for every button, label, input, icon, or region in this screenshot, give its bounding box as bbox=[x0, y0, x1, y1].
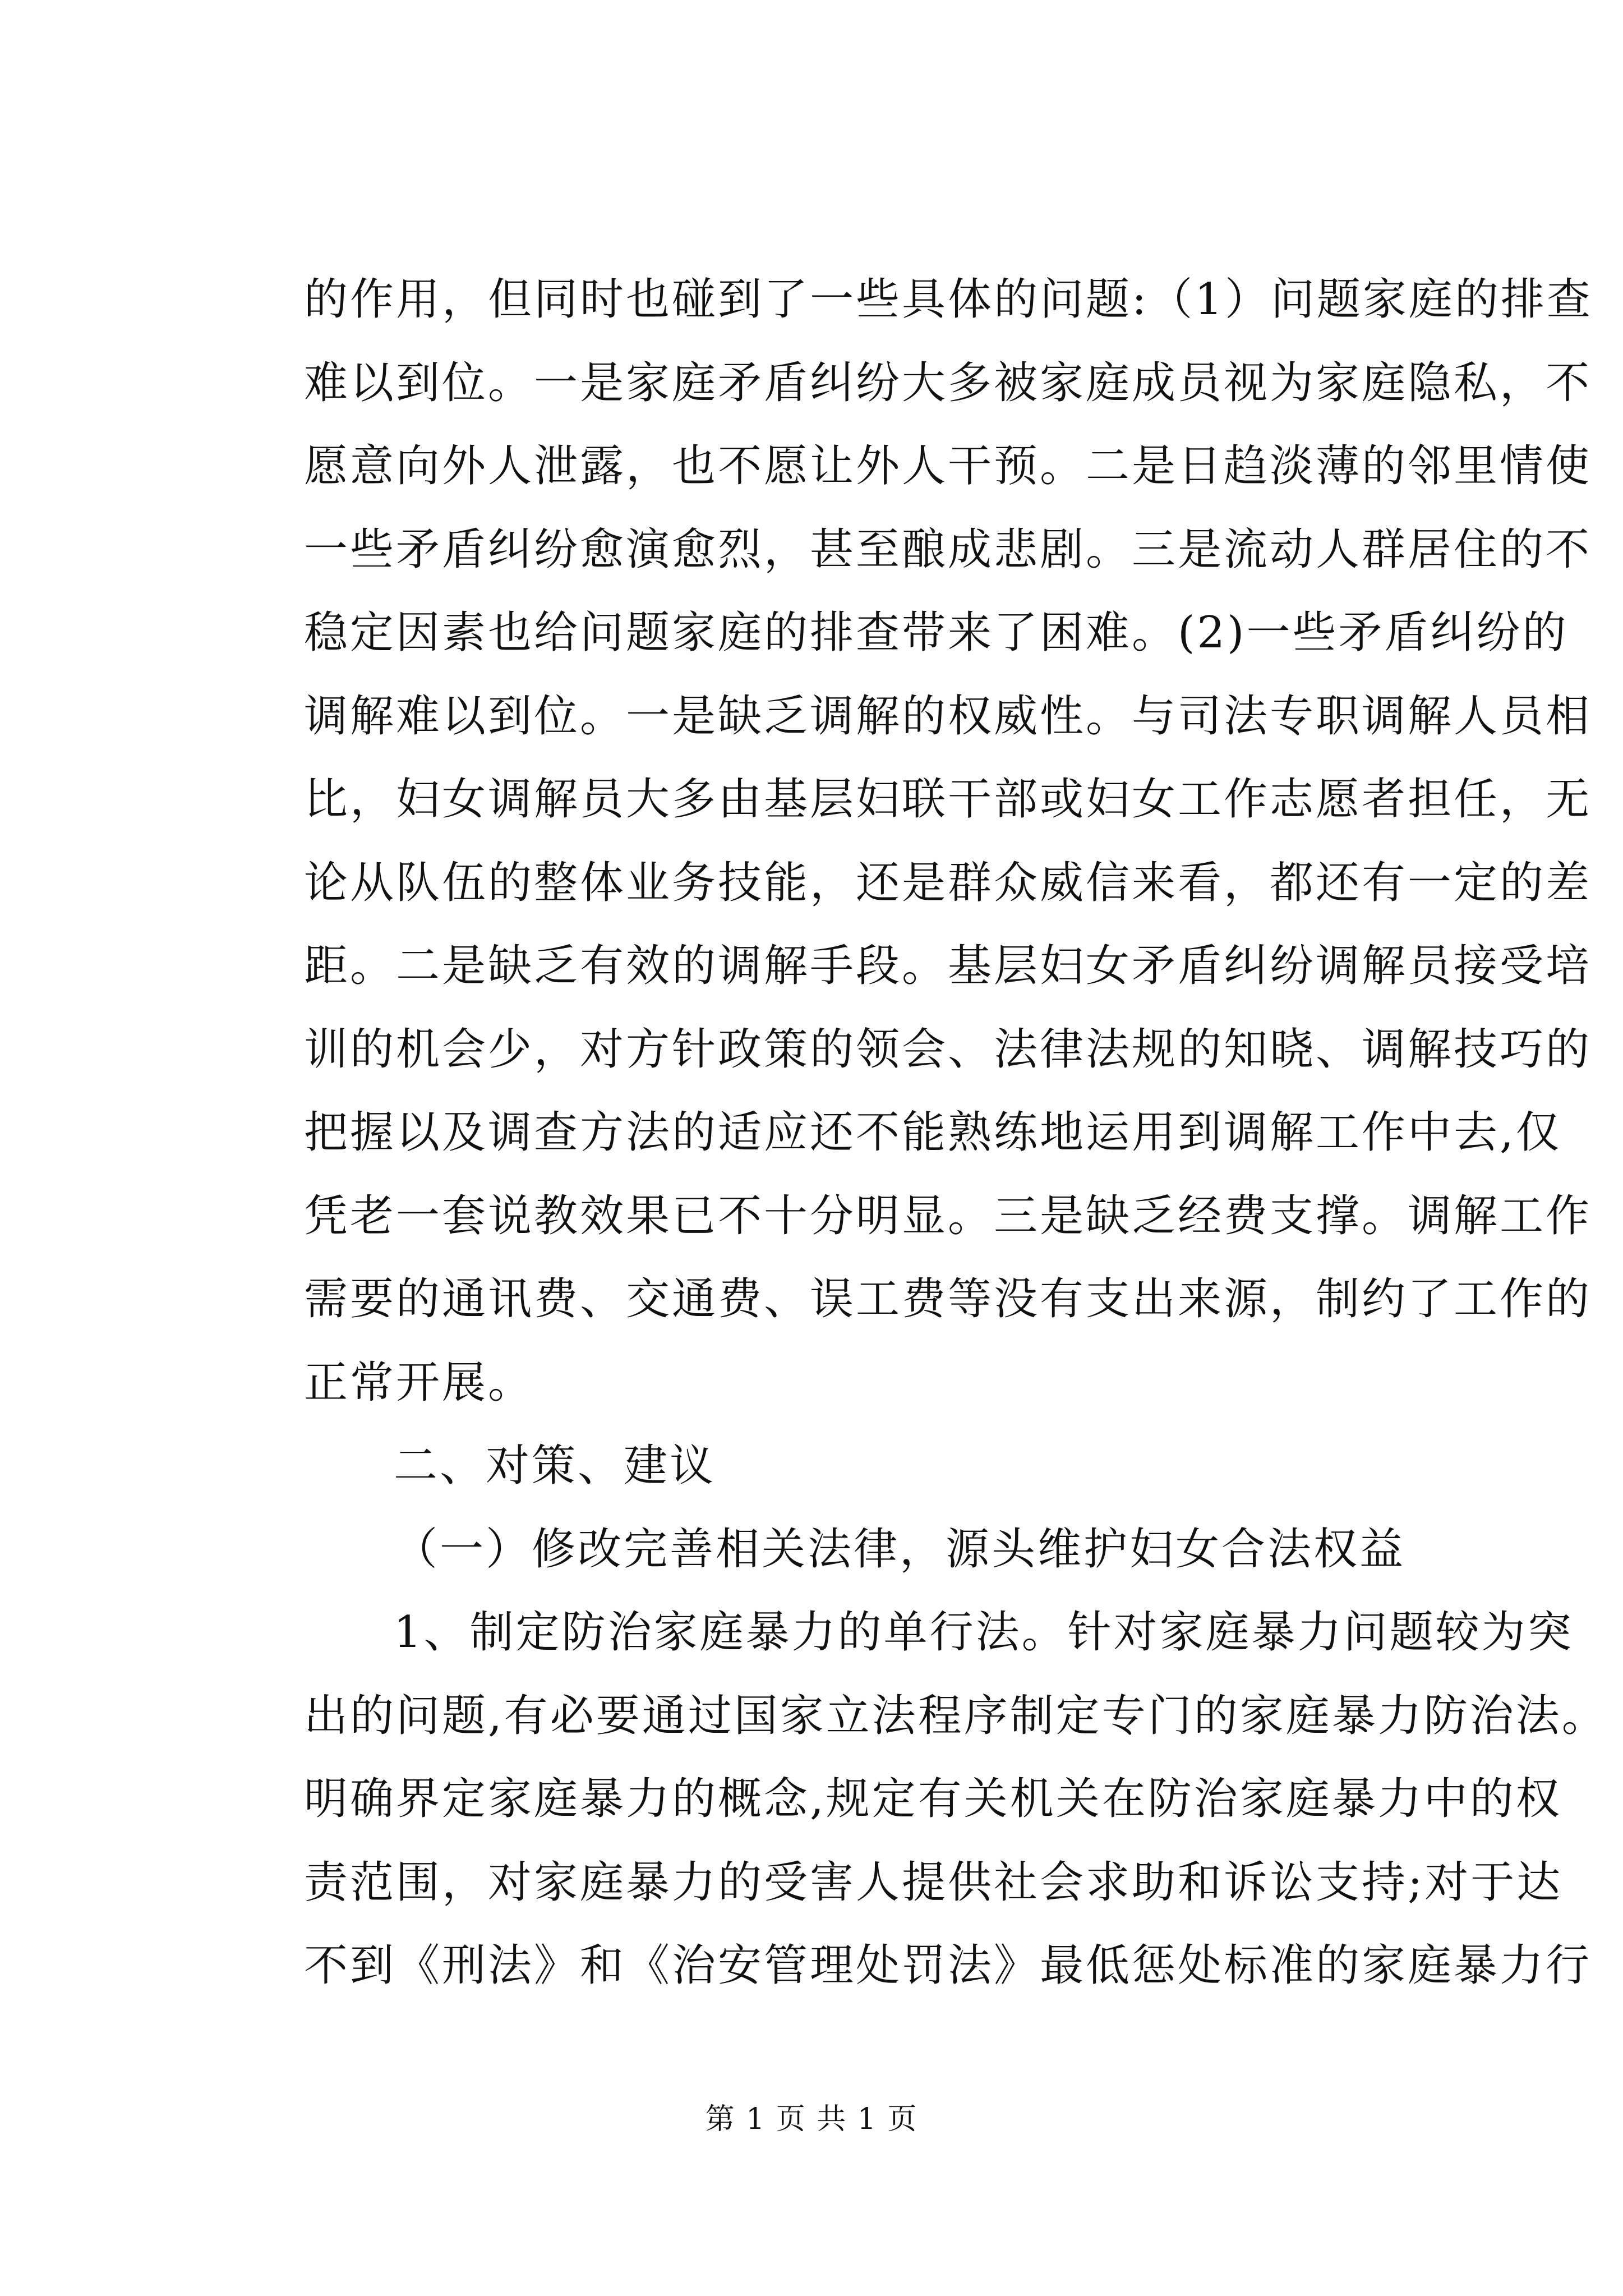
text-line: 明确界定家庭暴力的概念,规定有关机关在防治家庭暴力中的权 bbox=[304, 1774, 1562, 1824]
page-footer: 第 1 页 共 1 页 bbox=[705, 2102, 918, 2136]
section-heading: 二、对策、建议 bbox=[394, 1441, 716, 1491]
text-line: 论从队伍的整体业务技能，还是群众威信来看，都还有一定的差 bbox=[304, 857, 1592, 908]
document-body bbox=[304, 258, 1608, 2008]
text-line: 比，妇女调解员大多由基层妇联干部或妇女工作志愿者担任，无 bbox=[304, 774, 1592, 825]
text-line: 正常开展。 bbox=[304, 1357, 534, 1408]
text-line: 难以到位。一是家庭矛盾纠纷大多被家庭成员视为家庭隐私，不 bbox=[304, 357, 1592, 408]
text-line: 稳定因素也给问题家庭的排查带来了困难。(2)一些矛盾纠纷的 bbox=[304, 608, 1569, 658]
text-line: 把握以及调查方法的适应还不能熟练地运用到调解工作中去,仅 bbox=[304, 1107, 1562, 1158]
text-line: 出的问题,有必要通过国家立法程序制定专门的家庭暴力防治法。 bbox=[304, 1690, 1608, 1741]
text-line: 不到《刑法》和《治安管理处罚法》最低惩处标准的家庭暴力行 bbox=[304, 1940, 1592, 1991]
text-line: 调解难以到位。一是缺乏调解的权威性。与司法专职调解人员相 bbox=[304, 691, 1592, 742]
text-line: 训的机会少，对方针政策的领会、法律法规的知晓、调解技巧的 bbox=[304, 1024, 1592, 1075]
text-line: 1、制定防治家庭暴力的单行法。针对家庭暴力问题较为突 bbox=[394, 1607, 1574, 1658]
subsection-heading: （一）修改完善相关法律，源头维护妇女合法权益 bbox=[394, 1524, 1406, 1575]
text-line: 责范围，对家庭暴力的受害人提供社会求助和诉讼支持;对于达 bbox=[304, 1857, 1563, 1908]
text-line: 距。二是缺乏有效的调解手段。基层妇女矛盾纠纷调解员接受培 bbox=[304, 941, 1592, 991]
text-line: 愿意向外人泄露，也不愿让外人干预。二是日趋淡薄的邻里情使 bbox=[304, 441, 1592, 491]
text-line: 的作用，但同时也碰到了一些具体的问题:（1）问题家庭的排查 bbox=[304, 274, 1593, 325]
text-line: 需要的通讯费、交通费、误工费等没有支出来源，制约了工作的 bbox=[304, 1274, 1592, 1324]
text-line: 凭老一套说教效果已不十分明显。三是缺乏经费支撑。调解工作 bbox=[304, 1190, 1592, 1241]
text-line: 一些矛盾纠纷愈演愈烈，甚至酿成悲剧。三是流动人群居住的不 bbox=[304, 524, 1592, 575]
